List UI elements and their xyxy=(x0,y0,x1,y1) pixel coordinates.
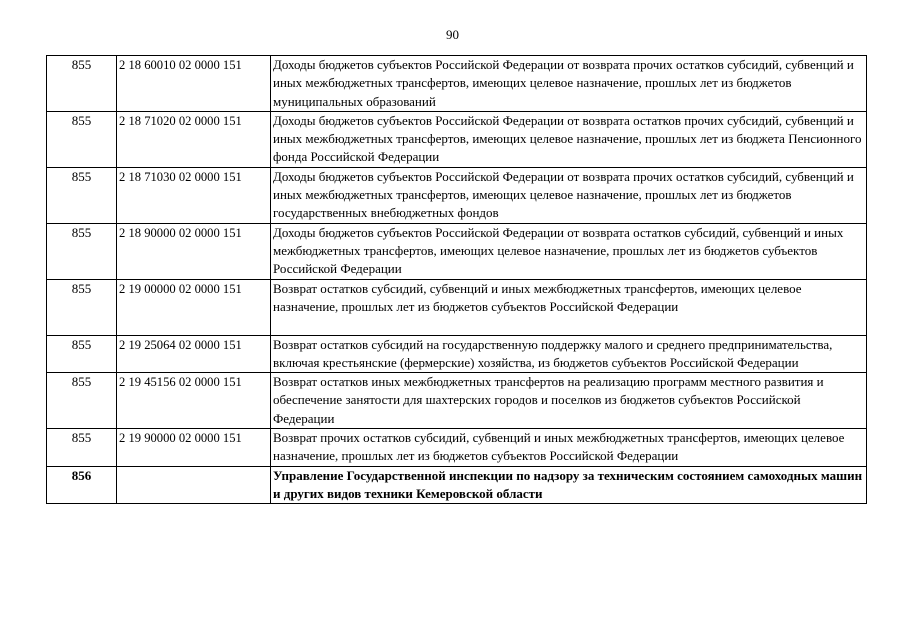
table-row xyxy=(47,223,867,279)
table-row xyxy=(47,167,867,223)
admin-code-cell: 855 xyxy=(47,56,117,112)
admin-code-cell: 855 xyxy=(47,429,117,467)
budget-code-cell: 2 19 90000 02 0000 151 xyxy=(117,429,271,467)
budget-code-cell: 2 19 45156 02 0000 151 xyxy=(117,373,271,429)
description-cell: Возврат остатков иных межбюджетных трансфертов на реализацию программ местного развития и обеспечение занятости для шахтерских городов и поселков из бюджетов субъектов Российской Федерации xyxy=(271,373,867,429)
budget-code-cell xyxy=(117,466,271,504)
budget-code-cell: 2 19 25064 02 0000 151 xyxy=(117,335,271,373)
admin-code-cell: 855 xyxy=(47,167,117,223)
description-cell: Доходы бюджетов субъектов Российской Федерации от возврата прочих остатков субсидий, субвенций и иных межбюджетных трансфертов, имеющих целевое назначение, прошлых лет из бюджетов муниципальных образований xyxy=(271,56,867,112)
table-row xyxy=(47,279,867,335)
description-cell: Возврат остатков субсидий, субвенций и иных межбюджетных трансфертов, имеющих целевое назначение, прошлых лет из бюджетов субъектов Российской Федерации xyxy=(271,279,867,335)
page-number: 90 xyxy=(446,27,459,42)
description-cell: Возврат прочих остатков субсидий, субвенций и иных межбюджетных трансфертов, имеющих целевое назначение, прошлых лет из бюджетов субъектов Российской Федерации xyxy=(271,429,867,467)
table-row-administrator-header xyxy=(47,466,867,504)
budget-classification-table xyxy=(46,55,867,504)
table-row xyxy=(47,429,867,467)
budget-code-cell: 2 18 71020 02 0000 151 xyxy=(117,111,271,167)
table-row xyxy=(47,56,867,112)
description-cell: Возврат остатков субсидий на государственную поддержку малого и среднего предпринимательства, включая крестьянские (фермерские) хозяйства, из бюджетов субъектов Российской Федерации xyxy=(271,335,867,373)
admin-code-cell: 856 xyxy=(47,466,117,504)
admin-code-cell: 855 xyxy=(47,335,117,373)
administrator-name-cell: Управление Государственной инспекции по надзору за техническим состоянием самоходных машин и других видов техники Кемеровской области xyxy=(271,466,867,504)
budget-code-cell: 2 19 00000 02 0000 151 xyxy=(117,279,271,335)
budget-code-cell: 2 18 60010 02 0000 151 xyxy=(117,56,271,112)
table-row xyxy=(47,373,867,429)
description-cell: Доходы бюджетов субъектов Российской Федерации от возврата остатков субсидий, субвенций и иных межбюджетных трансфертов, имеющих целевое назначение, прошлых лет из бюджетов субъектов Российской Федерации xyxy=(271,223,867,279)
description-cell: Доходы бюджетов субъектов Российской Федерации от возврата остатков прочих субсидий, субвенций и иных межбюджетных трансфертов, имеющих целевое назначение, прошлых лет из бюджета Пенсионного фонда Российской Федерации xyxy=(271,111,867,167)
table-row xyxy=(47,111,867,167)
budget-code-cell: 2 18 71030 02 0000 151 xyxy=(117,167,271,223)
admin-code-cell: 855 xyxy=(47,279,117,335)
admin-code-cell: 855 xyxy=(47,223,117,279)
budget-code-cell: 2 18 90000 02 0000 151 xyxy=(117,223,271,279)
admin-code-cell: 855 xyxy=(47,373,117,429)
admin-code-cell: 855 xyxy=(47,111,117,167)
description-cell: Доходы бюджетов субъектов Российской Федерации от возврата прочих остатков субсидий, субвенций и иных межбюджетных трансфертов, имеющих целевое назначение, прошлых лет из бюджетов государственных внебюджетных фондов xyxy=(271,167,867,223)
table-row xyxy=(47,335,867,373)
